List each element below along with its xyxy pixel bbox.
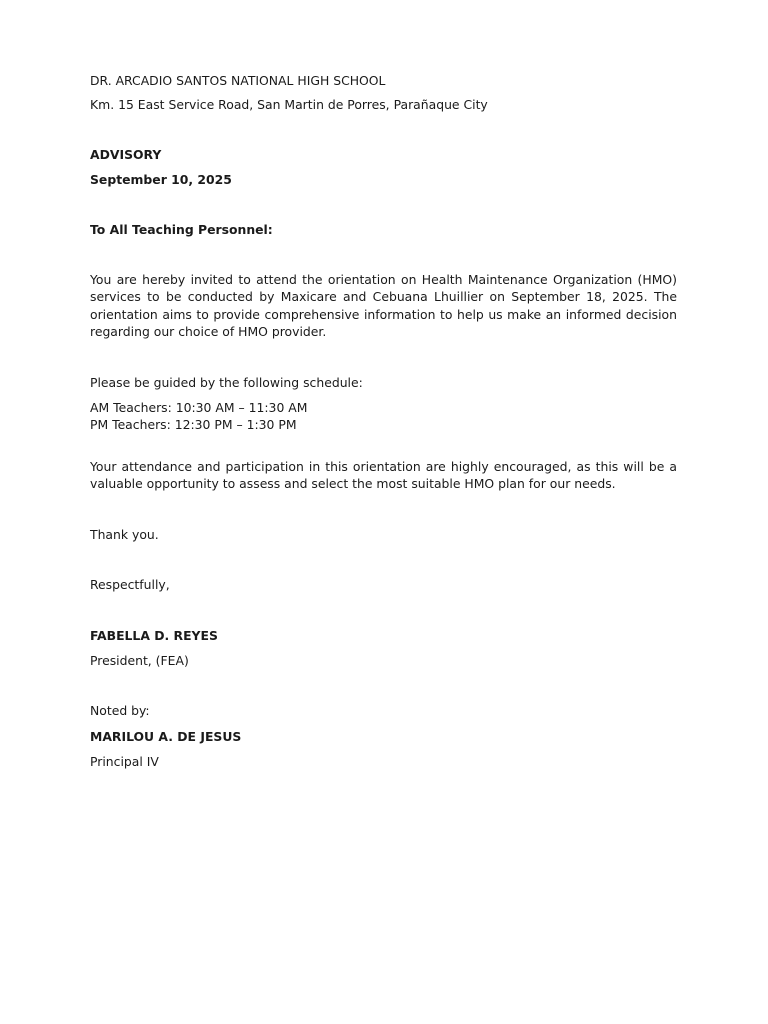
advisory-title: ADVISORY: [90, 146, 162, 162]
intro-paragraph: You are hereby invited to attend the orientation on Health Maintenance Organization (HMO) services to be conducted by Maxicare and Cebuana Lhuillier on September 18, 2025. The orientation aims to provide comprehensive information to help us make an informed decision regarding our choice of HMO provider.: [90, 272, 677, 340]
sign-off: Respectfully,: [90, 577, 170, 593]
noted-by-title: Principal IV: [90, 754, 159, 770]
noted-by-name: MARILOU A. DE JESUS: [90, 728, 242, 744]
salutation: To All Teaching Personnel:: [90, 221, 273, 237]
schedule-am: AM Teachers: 10:30 AM – 11:30 AM: [90, 400, 308, 416]
signatory-title: President, (FEA): [90, 652, 189, 668]
schedule-intro: Please be guided by the following schedule:: [90, 374, 363, 390]
signatory-name: FABELLA D. REYES: [90, 627, 218, 643]
school-name: DR. ARCADIO SANTOS NATIONAL HIGH SCHOOL: [90, 73, 386, 88]
attendance-paragraph: Your attendance and participation in this orientation are highly encouraged, as this will be a valuable opportunity to assess and select the most suitable HMO plan for our needs.: [90, 458, 677, 492]
thanks-line: Thank you.: [90, 526, 159, 542]
school-address: Km. 15 East Service Road, San Martin de Porres, Parañaque City: [90, 97, 488, 113]
noted-by-label: Noted by:: [90, 703, 150, 719]
advisory-date: September 10, 2025: [90, 172, 232, 188]
letter-body: [90, 72, 677, 771]
schedule-pm: PM Teachers: 12:30 PM – 1:30 PM: [90, 417, 297, 433]
